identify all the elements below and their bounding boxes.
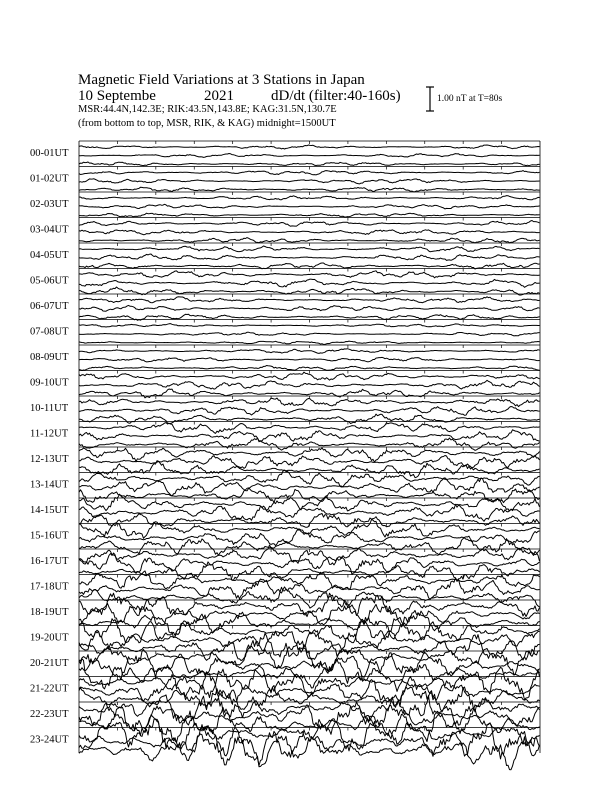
row-label: 03-04UT bbox=[30, 224, 69, 236]
trace-rik bbox=[79, 430, 540, 441]
row-label: 20-21UT bbox=[30, 658, 69, 669]
trace-msr bbox=[79, 238, 540, 243]
year-label: 2021 bbox=[204, 88, 234, 104]
trace-msr bbox=[79, 366, 540, 371]
station-order-note: (from bottom to top, MSR, RIK, & KAG) midnight=1500UT bbox=[78, 118, 336, 129]
row-label: 19-20UT bbox=[30, 632, 69, 644]
row-label: 06-07UT bbox=[30, 301, 69, 312]
trace-kag bbox=[79, 221, 540, 227]
trace-kag bbox=[79, 145, 540, 149]
trace-msr bbox=[79, 341, 540, 344]
trace-msr bbox=[79, 707, 540, 742]
row-label: 08-09UT bbox=[30, 352, 69, 363]
row-label: 18-19UT bbox=[30, 607, 69, 618]
trace-kag bbox=[79, 246, 540, 252]
row-label: 04-05UT bbox=[30, 250, 69, 261]
row-label: 17-18UT bbox=[30, 581, 69, 593]
trace-msr bbox=[79, 562, 540, 581]
trace-kag bbox=[79, 494, 540, 511]
trace-kag bbox=[79, 349, 540, 354]
row-label: 14-15UT bbox=[30, 505, 69, 516]
row-label: 02-03UT bbox=[30, 199, 69, 210]
row-label: 09-10UT bbox=[30, 377, 69, 389]
trace-rik bbox=[79, 254, 540, 260]
row-label: 01-02UT bbox=[30, 173, 69, 185]
trace-msr bbox=[79, 162, 540, 166]
channel-label: dD/dt (filter:40-160s) bbox=[271, 88, 401, 104]
row-label: 11-12UT bbox=[30, 428, 69, 440]
chart-title: Magnetic Field Variations at 3 Stations in Japan bbox=[78, 72, 365, 88]
trace-rik bbox=[79, 357, 540, 362]
scale-bar-label: 1.00 nT at T=80s bbox=[437, 94, 503, 104]
row-labels bbox=[30, 148, 69, 746]
trace-kag bbox=[79, 324, 540, 327]
row-label: 05-06UT bbox=[30, 275, 69, 287]
row-label: 22-23UT bbox=[30, 709, 69, 720]
trace-msr bbox=[79, 187, 540, 192]
date-label: 10 Septembe bbox=[78, 88, 156, 104]
scale-bar bbox=[426, 87, 434, 111]
row-label: 10-11UT bbox=[30, 403, 69, 414]
trace-lines bbox=[79, 145, 540, 770]
row-label: 07-08UT bbox=[30, 326, 69, 338]
trace-kag bbox=[79, 617, 540, 642]
row-label: 21-22UT bbox=[30, 683, 69, 695]
trace-rik bbox=[79, 230, 540, 235]
row-label: 12-13UT bbox=[30, 454, 69, 465]
trace-rik bbox=[79, 478, 540, 496]
row-label: 15-16UT bbox=[30, 530, 69, 542]
trace-kag bbox=[79, 593, 540, 616]
trace-rik bbox=[79, 332, 540, 336]
trace-kag bbox=[79, 297, 540, 303]
trace-rik bbox=[79, 407, 540, 416]
trace-msr bbox=[79, 659, 540, 692]
trace-rik bbox=[79, 154, 540, 158]
trace-rik bbox=[79, 305, 540, 311]
trace-rik bbox=[79, 204, 540, 209]
trace-rik bbox=[79, 578, 540, 600]
row-label: 16-17UT bbox=[30, 556, 69, 567]
trace-rik bbox=[79, 380, 540, 389]
trace-msr bbox=[79, 213, 540, 217]
row-label: 23-24UT bbox=[30, 734, 69, 746]
row-label: 00-01UT bbox=[30, 148, 69, 159]
trace-kag bbox=[79, 196, 540, 200]
trace-kag bbox=[79, 398, 540, 407]
trace-kag bbox=[79, 271, 540, 278]
trace-kag bbox=[79, 171, 540, 175]
row-label: 13-14UT bbox=[30, 479, 69, 491]
trace-rik bbox=[79, 279, 540, 287]
trace-kag bbox=[79, 644, 540, 675]
station-coordinates: MSR:44.4N,142.3E; RIK:43.5N,143.8E; KAG:31.5N,130.7E bbox=[78, 104, 337, 115]
trace-rik bbox=[79, 179, 540, 184]
